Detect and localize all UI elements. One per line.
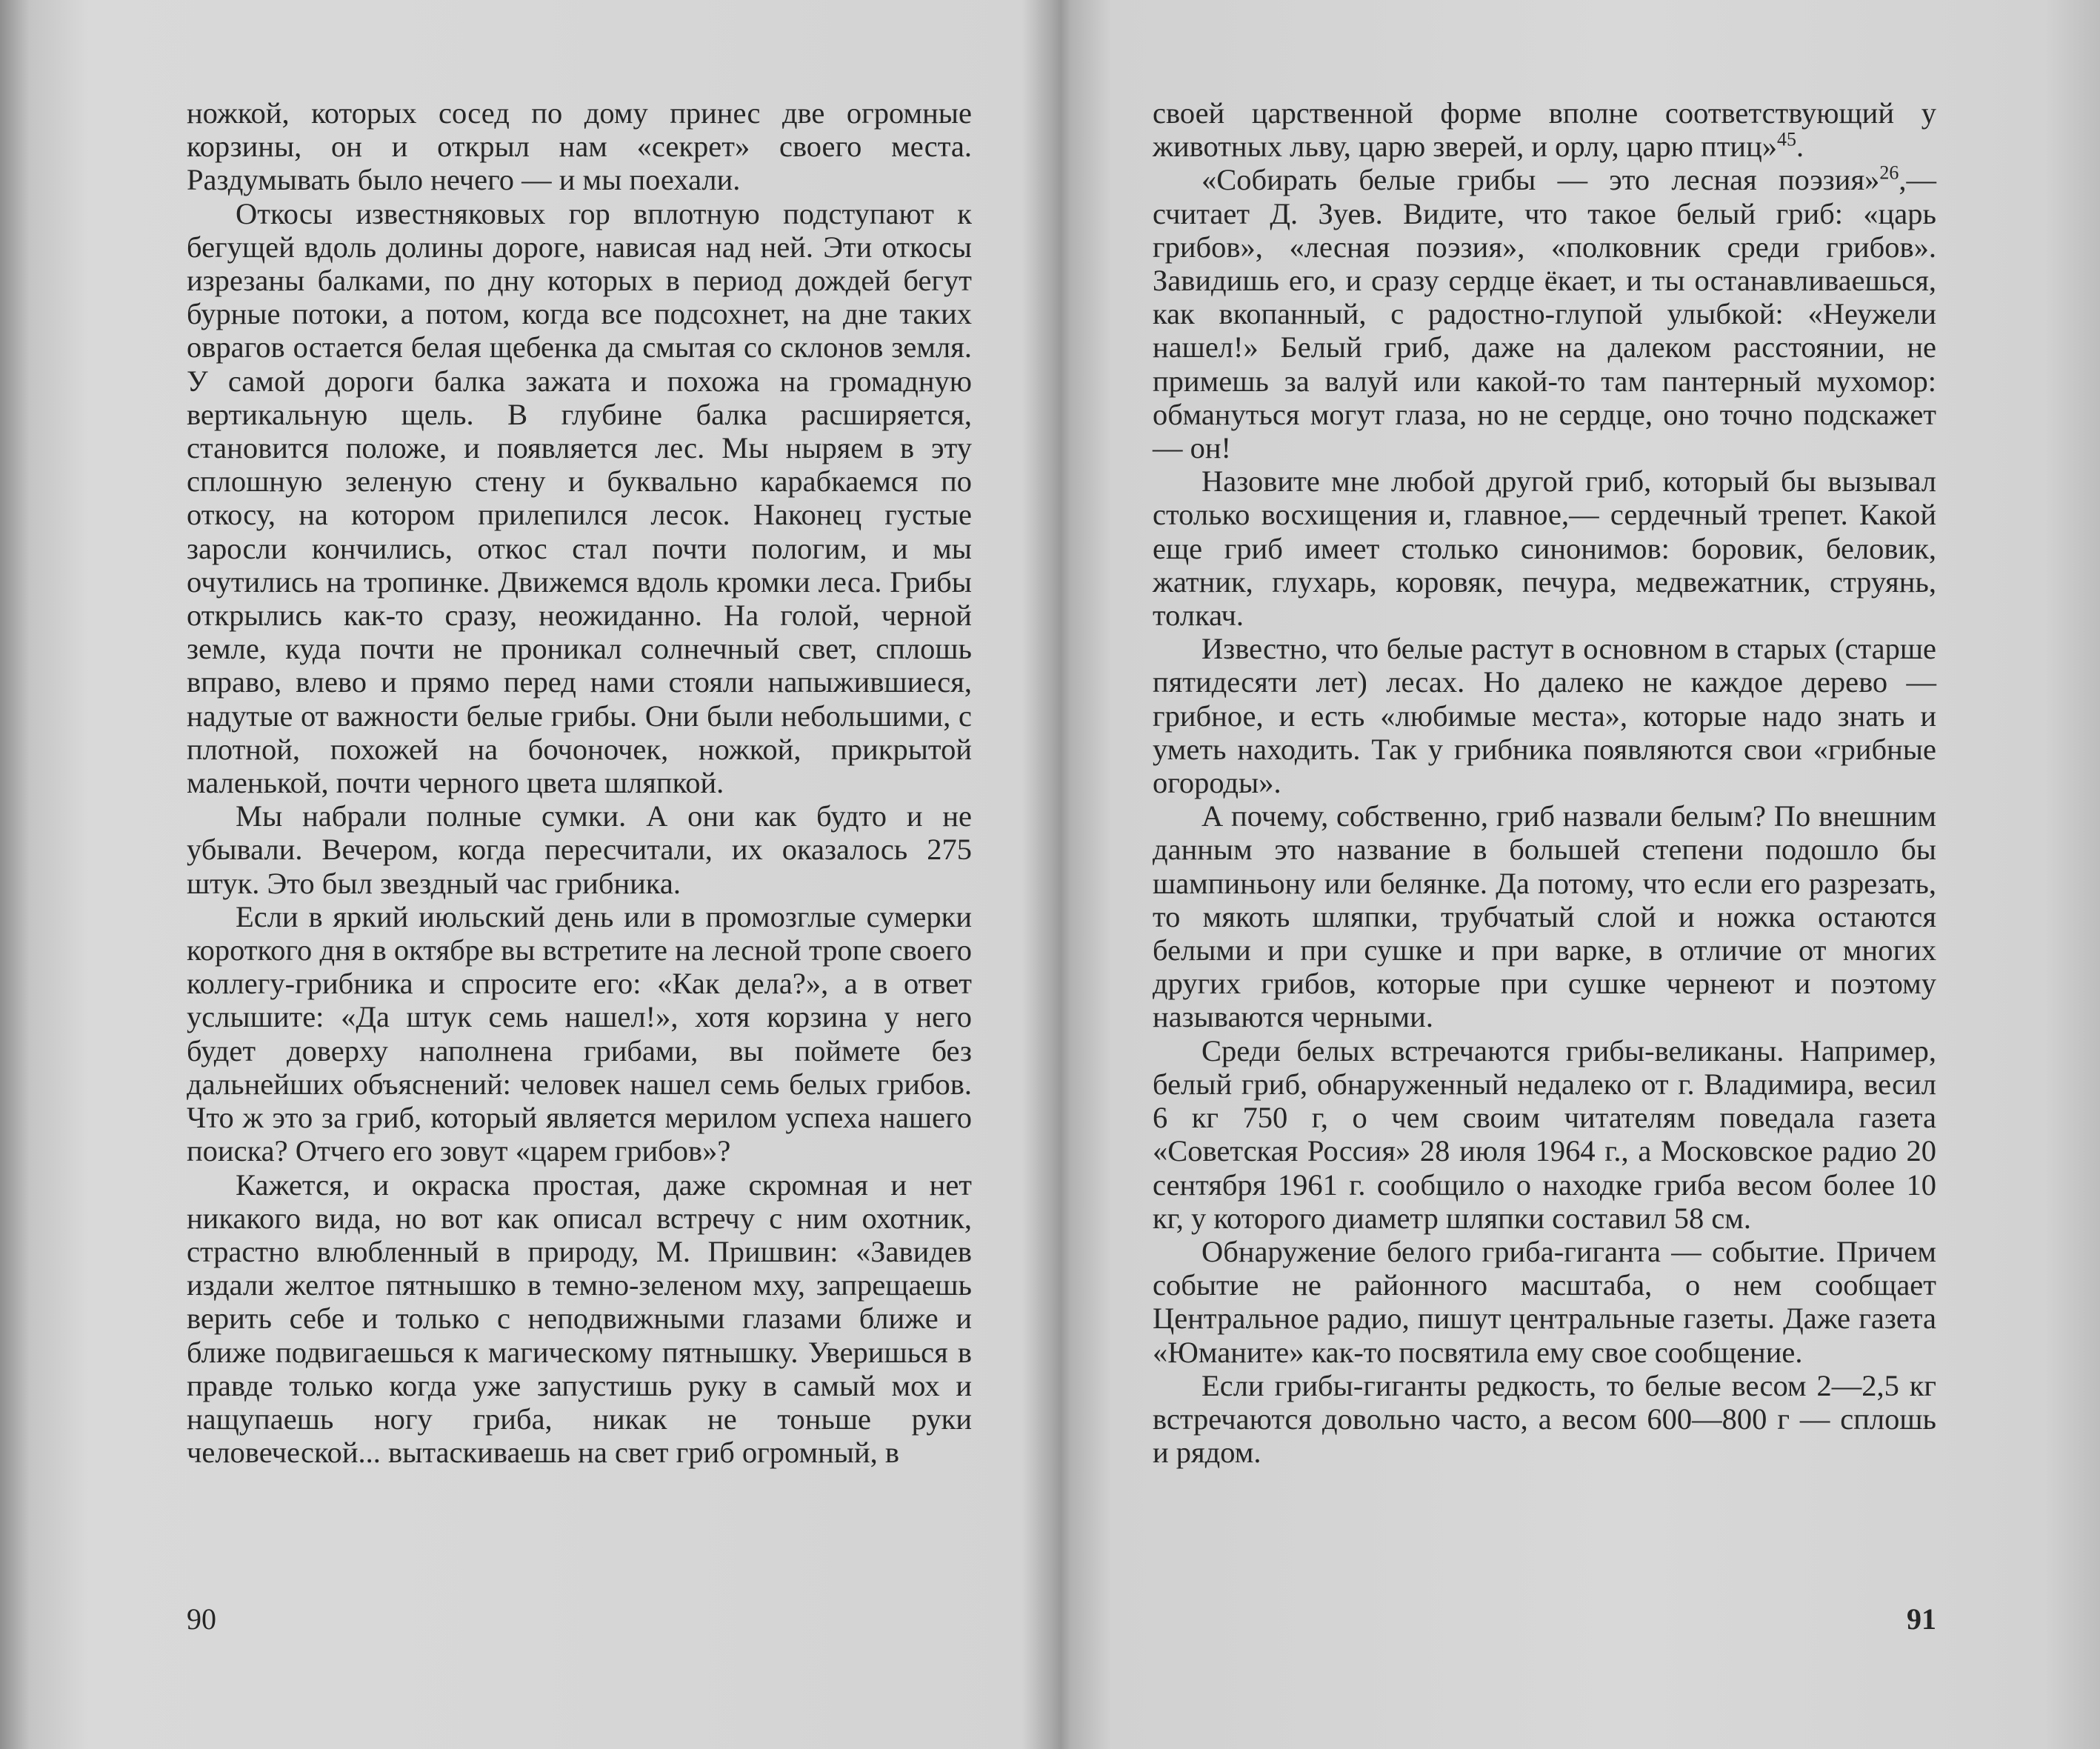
right-paragraph-5: А почему, собственно, гриб назвали белым? По внешним данным это название в большей степени подошло бы шампиньону или белянке. Да потому, что если его разрезать, то мякоть шляпки, трубчатый слой и ножка остаются белыми и при сушке и при варке, в отличие от многих других грибов, которые при сушке чернеют и поэтому называются черными.: [1153, 799, 1936, 1034]
right-paragraph-2-start: «Собирать белые грибы — это лесная поэзия»: [1201, 163, 1880, 197]
right-paragraph-3: Назовите мне любой другой гриб, который бы вызывал столько восхищения и, главное,— сердечный трепет. Какой еще гриб имеет столько синонимов: боровик, беловик, жатник, глухарь, коровяк, печура, медвежатник, струянь, толкач.: [1153, 464, 1936, 633]
footnote-ref-45: 45: [1777, 128, 1797, 150]
page-number-left: 90: [187, 1602, 216, 1636]
right-paragraph-6: Среди белых встречаются грибы-великаны. Например, белый гриб, обнаруженный недалеко от г. Владимира, весил 6 кг 750 г, о чем своим читателям поведала газета «Советская Россия» 28 июля 1964 г., а Московское радио 20 сентября 1961 г. сообщило о находке гриба весом более 10 кг, у которого диаметр шляпки составил 58 см.: [1153, 1033, 1936, 1235]
right-paragraph-7: Обнаружение белого гриба-гиганта — событие. Причем событие не районного масштаба, о нем сообщает Центральное радио, пишут центральные газеты. Даже газета «Юманите» как-то посвятила ему свое сообщение.: [1153, 1234, 1936, 1369]
left-paragraph-1: ножкой, которых сосед по дому принес две огромные корзины, он и открыл нам «секрет» своего места. Раздумывать было нечего — и мы поехали.: [187, 96, 972, 197]
right-paragraph-1-end: .: [1796, 130, 1804, 164]
page-number-right: 91: [1907, 1602, 1936, 1636]
right-paragraph-1: [1153, 96, 1936, 163]
right-page: [1153, 96, 1936, 1469]
left-paragraph-3: Мы набрали полные сумки. А они как будто и не убывали. Вечером, когда пересчитали, их оказалось 275 штук. Это был звездный час грибника.: [187, 799, 972, 900]
left-paragraph-2: Откосы известняковых гор вплотную подступают к бегущей вдоль долины дороге, нависая над ней. Эти откосы изрезаны балками, по дну которых в период дождей бегут бурные потоки, а потом, когда все подсохнет, на дне таких оврагов остается белая щебенка да смытая со склонов земля. У самой дороги балка зажата и похожа на громадную вертикальную щель. В глубине балка расширяется, становится положе, и появляется лес. Мы ныряем в эту сплошную зеленую стену и буквально карабкаемся по откосу, на котором прилепился лесок. Наконец густые заросли кончились, откос стал почти пологим, и мы очутились на тропинке. Движемся вдоль кромки леса. Грибы открылись как-то сразу, неожиданно. На голой, черной земле, куда почти не проникал солнечный свет, сплошь вправо, влево и прямо перед нами стояли напыжившиеся, надутые от важности белые грибы. Они были небольшими, с плотной, похожей на бочоночек, ножкой, прикрытой маленькой, почти черного цвета шляпкой.: [187, 196, 972, 800]
right-paragraph-8: Если грибы-гиганты редкость, то белые весом 2—2,5 кг встречаются довольно часто, а весом 600—800 г — сплошь и рядом.: [1153, 1368, 1936, 1470]
left-paragraph-4: Если в яркий июльский день или в промозглые сумерки короткого дня в октябре вы встретите на лесной тропе своего коллегу-грибника и спросите его: «Как дела?», а в ответ услышите: «Да штук семь нашел!», хотя корзина у него будет доверху наполнена грибами, вы поймете без дальнейших объяснений: человек нашел семь белых грибов. Что ж это за гриб, который является мерилом успеха нашего поиска? Отчего его зовут «царем грибов»?: [187, 899, 972, 1168]
right-paragraph-1-text: своей царственной форме вполне соответствующий у животных льву, царю зверей, и орлу, царю птиц»: [1153, 96, 1936, 164]
left-page: [187, 96, 972, 1469]
right-paragraph-2-rest: ,— считает Д. Зуев. Видите, что такое белый гриб: «царь грибов», «лесная поэзия», «полковник среди грибов». Завидишь его, и сразу сердце ёкает, и ты останавливаешься, как вкопанный, с радостно-глупой улыбкой: «Неужели нашел!» Белый гриб, даже на далеком расстоянии, не примешь за валуй или какой-то там пантерный мухомор: обмануться могут глаза, но не сердце, оно точно подскажет — он!: [1153, 163, 1936, 465]
footnote-ref-26: 26: [1879, 161, 1899, 184]
right-paragraph-2: [1153, 163, 1936, 464]
left-paragraph-5: Кажется, и окраска простая, даже скромная и нет никакого вида, но вот как описал встречу с ним охотник, страстно влюбленный в природу, М. Пришвин: «Завидев издали желтое пятнышко в темно-зеленом мху, запрещаешь верить себе и только с неподвижными глазами ближе и ближе подвигаешься к магическому пятнышку. Уверишься в правде только когда уже запустишь руку в самый мох и нащупаешь ногу гриба, никак не тоньше руки человеческой... вытаскиваешь на свет гриб огромный, в: [187, 1167, 972, 1470]
right-paragraph-4: Известно, что белые растут в основном в старых (старше пятидесяти лет) лесах. Но далеко не каждое дерево — грибное, и есть «любимые места», которые надо знать и уметь находить. Так у грибника появляются свои «грибные огороды».: [1153, 632, 1936, 800]
